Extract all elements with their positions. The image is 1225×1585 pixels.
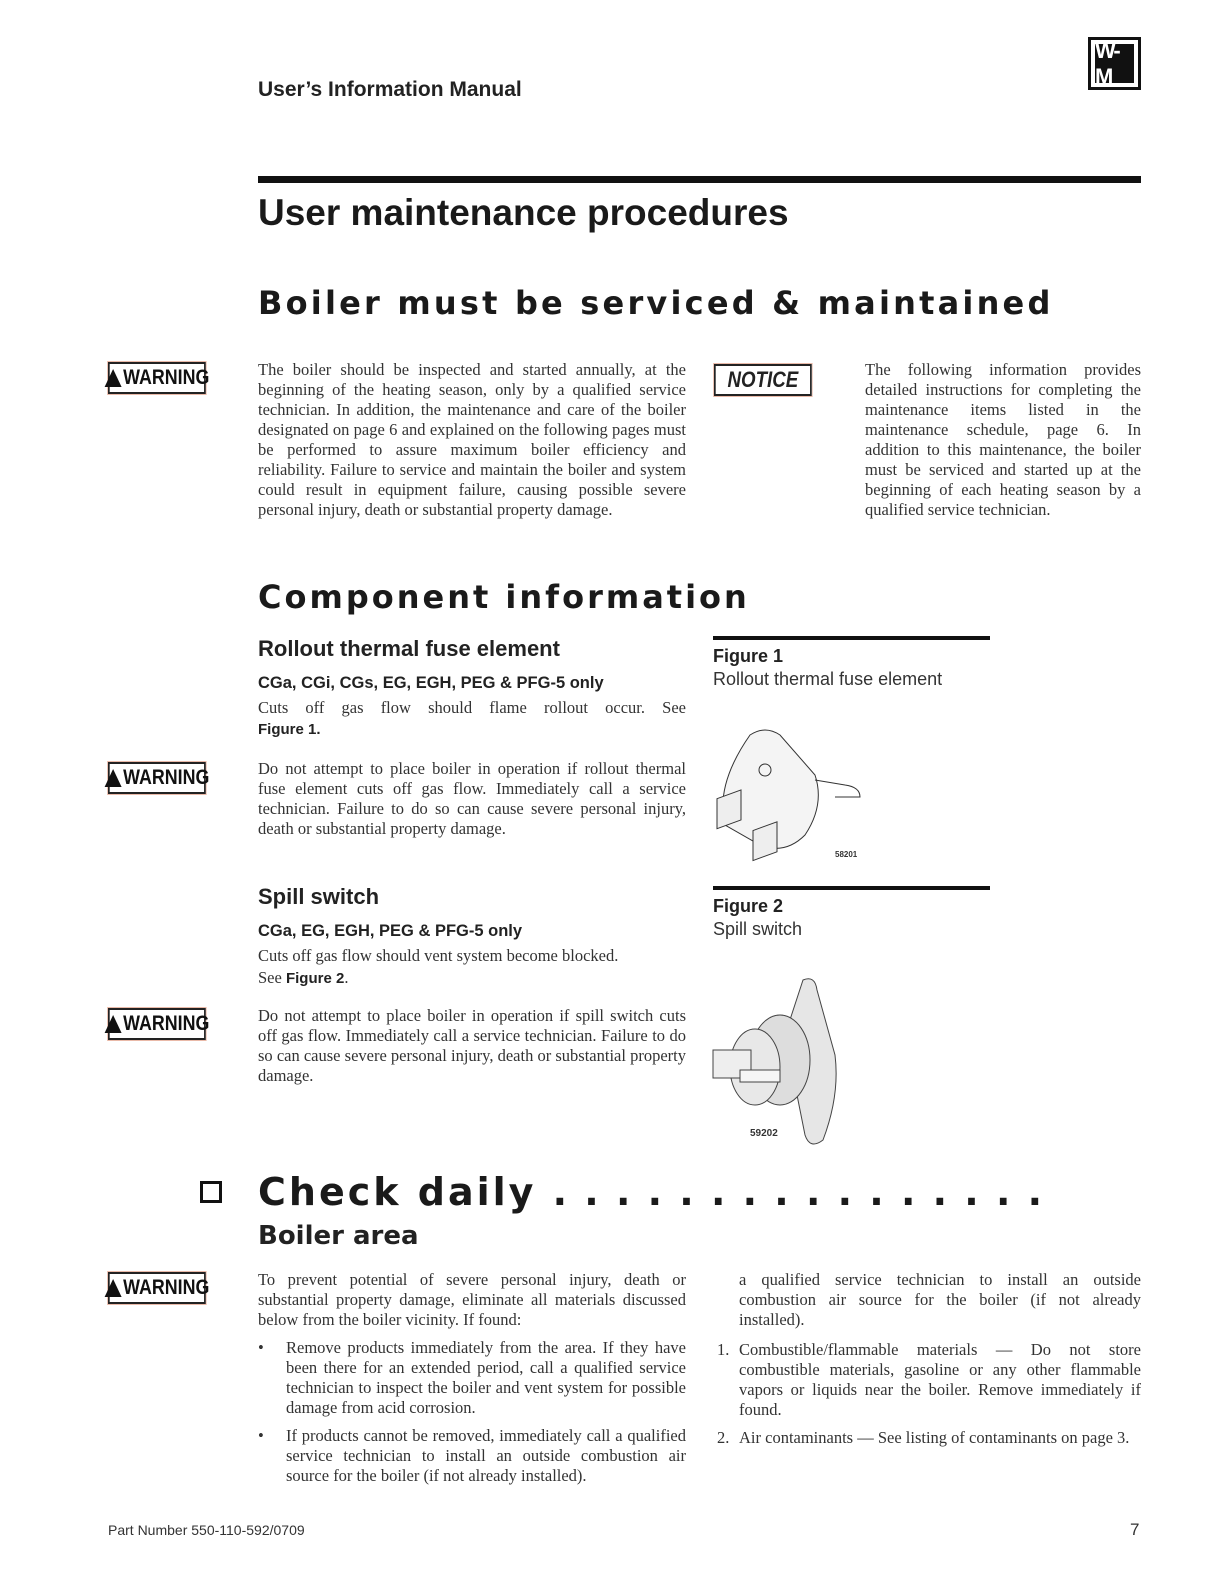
figure1-ref: Figure 1.: [258, 721, 321, 738]
warning-label: WARNING: [123, 366, 210, 389]
list-item: 2. Air contaminants — See listing of contaminants on page 3.: [717, 1428, 1130, 1447]
part-number: Part Number 550-110-592/0709: [108, 1522, 305, 1538]
figure2-rule: [713, 886, 990, 890]
page-number: 7: [1130, 1520, 1140, 1539]
page-title: User maintenance procedures: [258, 192, 789, 233]
boiler-area-column-2: a qualified service technician to install an outside combustion air source for the boiler (if not already installed). 1. Combustible/flammable materials — Do not store combustible materials, gasoline or any other flammable vapors or liquids near the boiler. Remove immediately if found. 2. Air contaminants — See listing of contaminants on page 3.: [717, 1270, 1141, 1447]
warning-badge: [108, 362, 210, 394]
figure2-label: Figure 2: [713, 896, 784, 916]
warning-badge: [108, 1272, 210, 1304]
figure2-code: 59202: [750, 1128, 778, 1139]
rollout-text: Cuts off gas flow should flame rollout occur. See: [258, 698, 686, 717]
spill-text: Cuts off gas flow should vent system become blocked.: [258, 946, 619, 965]
list-item: • Remove products immediately from the area. If they have been there for an extended period, call a qualified service technician to inspect the boiler and vent system for possible damage from acid corrosion.: [258, 1338, 686, 1417]
warning-label: WARNING: [123, 1012, 210, 1035]
rollout-models: CGa, CGi, CGs, EG, EGH, PEG & PFG-5 only: [258, 674, 604, 692]
warning-triangle-icon: [104, 769, 121, 787]
figure1-code: 58201: [835, 850, 858, 859]
rollout-warning-text: Do not attempt to place boiler in operation if rollout thermal fuse element cuts off gas flow. Immediately call a service technician. Failure to do so can cause severe personal injury, death or substantial property damage.: [258, 759, 686, 838]
notice-label: NOTICE: [727, 367, 799, 392]
figure1-rule: [713, 636, 990, 640]
list-item: • If products cannot be removed, immediately call a qualified service technician to install an outside combustion air source for the boiler (if not already installed).: [258, 1426, 686, 1485]
section-title-serviced: Boiler must be serviced & maintained: [258, 284, 1054, 322]
warning-text: The boiler should be inspected and started annually, at the beginning of the heating season, only by a qualified service technician. In addition, the maintenance and care of the boiler designated on page 6 and explained on the following pages must be performed to assure maximum boiler efficiency and reliability. Failure to service and maintain the boiler and system could result in equipment failure, causing possible severe personal injury, death or substantial property damage.: [258, 360, 686, 519]
spill-warning-text: Do not attempt to place boiler in operation if spill switch cuts off gas flow. Immediately call a service technician. Failure to do so can cause severe personal injury, death or substantial property damage.: [258, 1006, 686, 1085]
section-title-check-daily: Check daily . . . . . . . . . . . . . . . .: [258, 1170, 1045, 1214]
warning-label: WARNING: [123, 766, 210, 789]
rollout-heading: Rollout thermal fuse element: [258, 636, 560, 661]
warning-badge: [108, 1008, 210, 1040]
spill-heading: Spill switch: [258, 884, 380, 909]
warning-triangle-icon: [104, 1279, 121, 1297]
check-daily-checkbox[interactable]: [200, 1181, 222, 1203]
logo-mark: W-M: [1095, 44, 1134, 83]
warning-badge: [108, 762, 210, 794]
list-item: 1. Combustible/flammable materials — Do not store combustible materials, gasoline or any other flammable vapors or liquids near the boiler. Remove immediately if found.: [717, 1340, 1141, 1419]
spill-switch-illustration: [705, 975, 855, 1150]
notice-badge: [714, 364, 812, 396]
figure1-caption: Rollout thermal fuse element: [713, 669, 943, 689]
section-title-component: Component information: [258, 578, 750, 616]
boiler-area-heading: Boiler area: [258, 1221, 419, 1251]
warning-label: WARNING: [123, 1276, 210, 1299]
boiler-area-intro: To prevent potential of severe personal injury, death or substantial property damage, eliminate all materials discussed below from the boiler vicinity. If found:: [258, 1270, 686, 1329]
title-rule: [258, 176, 1141, 183]
spill-models: CGa, EG, EGH, PEG & PFG-5 only: [258, 922, 523, 940]
manual-title: User’s Information Manual: [258, 78, 522, 101]
wm-logo: [1088, 37, 1141, 90]
warning-triangle-icon: [104, 369, 121, 387]
figure2-ref: See Figure 2.: [258, 968, 349, 987]
boiler-area-column-1: [258, 1270, 686, 1485]
notice-text: The following information provides detailed instructions for completing the maintenance items listed in the maintenance schedule, page 6. In addition to this maintenance, the boiler must be serviced and started up at the beginning of each heating season by a qualified service technician.: [865, 360, 1141, 519]
rollout-fuse-illustration: [705, 725, 875, 865]
figure1-label: Figure 1: [713, 646, 784, 666]
figure2-caption: Spill switch: [713, 919, 803, 939]
warning-triangle-icon: [104, 1015, 121, 1033]
